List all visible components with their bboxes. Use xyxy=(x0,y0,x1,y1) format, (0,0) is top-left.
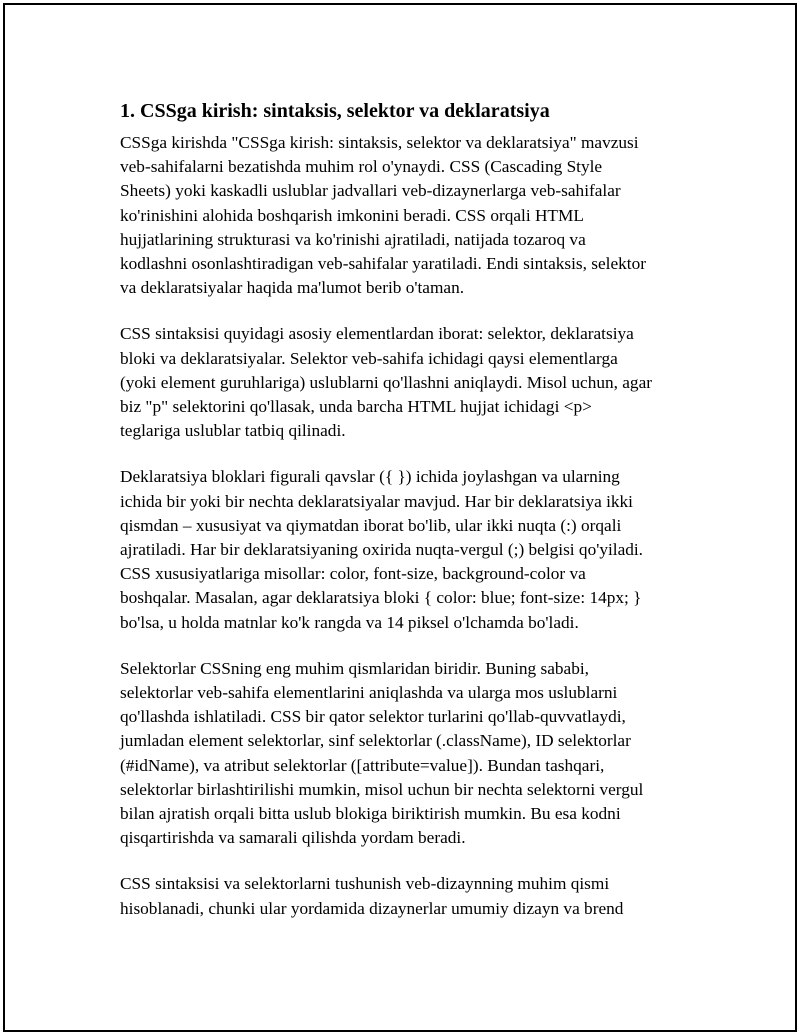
document-body xyxy=(120,97,692,943)
paragraph-selectors: Selektorlar CSSning eng muhim qismlaridan biridir. Buning sababi, selektorlar veb-sahifa elementlarini aniqlashda va ularga mos uslublarni qo'llashda ishlatiladi. CSS bir qator selektor turlarini qo'llab-quvvatlaydi, jumladan element selektorlar, sinf selektorlar (.className), ID selektorlar (#idName), va atribut selektorlar ([attribute=value]). Bundan tashqari, selektorlar birlashtirilishi mumkin, misol uchun bir nechta selektorni vergul bilan ajratish orqali bitta uslub blokiga biriktirish mumkin. Bu esa kodni qisqartirishda va samarali qilishda yordam beradi. xyxy=(120,658,644,848)
paragraph-intro: CSSga kirishda "CSSga kirish: sintaksis, selektor va deklaratsiya" mavzusi veb-sahifalarni bezatishda muhim rol o'ynaydi. CSS (Cascading Style Sheets) yoki kaskadli uslublar jadvallari veb-dizaynerlarga veb-sahifalar ko'rinishini alohida boshqarish imkonini beradi. CSS orqali HTML hujjatlarining strukturasi va ko'rinishi ajratiladi, natijada tozaroq va kodlashni osonlashtiradigan veb-sahifalar yaratiladi. Endi sintaksis, selektor va deklaratsiyalar haqida ma'lumot berib o'taman. xyxy=(120,133,646,298)
document-page xyxy=(3,3,797,1032)
paragraph-declaration-blocks: Deklaratsiya bloklari figurali qavslar ({ }) ichida joylashgan va ularning ichida bir yoki bir nechta deklaratsiyalar mavjud. Har bir deklaratsiya ikki qismdan – xususiyat va qiymatdan iborat bo'lib, ular ikki nuqta (:) orqali ajratiladi. Har bir deklaratsiyaning oxirida nuqta-vergul (;) belgisi qo'yiladi. CSS xususiyatlariga misollar: color, font-size, background-color va boshqalar. Masalan, agar deklaratsiya bloki { color: blue; font-size: 14px; } bo'lsa, u holda matnlar ko'k rangda va 14 piksel o'lchamda bo'ladi. xyxy=(120,467,644,632)
paragraph-conclusion: CSS sintaksisi va selektorlarni tushunish veb-dizaynning muhim qismi hisoblanadi, chunki ular yordamida dizaynerlar umumiy dizayn va brend xyxy=(120,874,624,918)
section-heading: 1. CSSga kirish: sintaksis, selektor va deklaratsiya xyxy=(120,100,550,122)
paragraph-syntax: CSS sintaksisi quyidagi asosiy elementlardan iborat: selektor, deklaratsiya bloki va deklaratsiyalar. Selektor veb-sahifa ichidagi qaysi elementlarga (yoki element guruhlariga) uslublarni qo'llashni aniqlaydi. Misol uchun, agar biz "p" selektorini qo'llasak, unda barcha HTML hujjat ichidagi <p> teglariga uslublar tatbiq qilinadi. xyxy=(120,324,652,441)
